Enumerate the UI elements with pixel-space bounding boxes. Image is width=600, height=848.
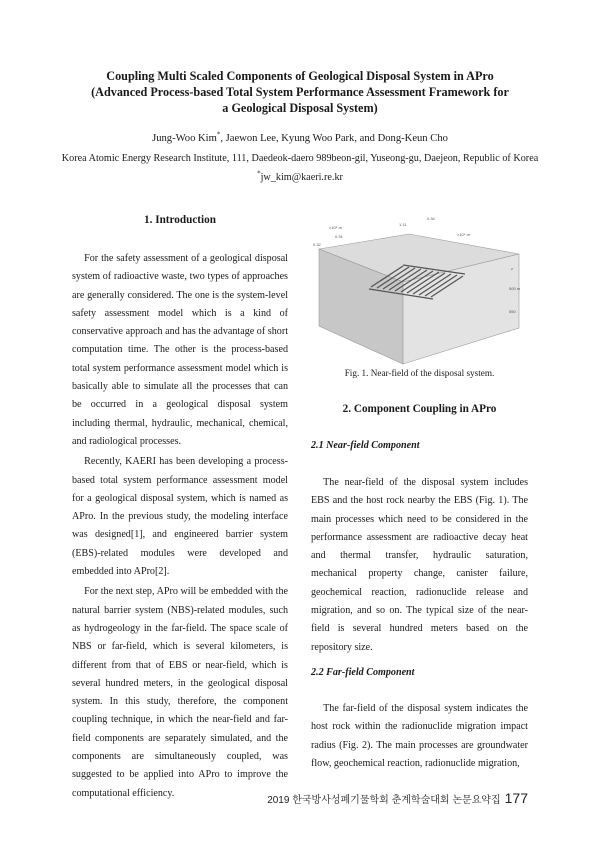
- page-number: 177: [504, 790, 528, 806]
- axis-z-label: 500 m: [509, 286, 521, 291]
- intro-paragraph-1: For the safety assessment of a geological disposal system of radioactive waste, two types of approaches are generally considered. The one is the system-level safety assessment model which is a kind of conservative approach and has the advantage of short computation time. The other is the process-based total system performance assessment model which is basically able to simulate all the processes that can be occurred in a geological disposal system including thermal, hydraulic, mechanical, chemical, and radiological processes.: [72, 253, 288, 447]
- introduction-body: [72, 250, 288, 803]
- section-heading-component-coupling: 2. Component Coupling in APro: [342, 403, 497, 415]
- axis-exp-left: ×10⁴ m: [329, 225, 342, 230]
- far-field-body: [311, 700, 528, 773]
- figure-1-caption: Fig. 1. Near-field of the disposal system.: [344, 368, 495, 378]
- affiliation: Korea Atomic Energy Research Institute, 111, Daedeok-daero 989beon-gil, Yuseong-gu, Daejeon, Republic of Korea: [61, 153, 539, 164]
- axis-tick-d: 0.34: [427, 216, 435, 221]
- axis-z-glyph: z: [511, 266, 513, 271]
- contact-email: [0, 169, 600, 183]
- page-footer: [267, 790, 528, 806]
- far-field-paragraph: The far-field of the disposal system indicates the host rock within the radionuclide migration impact radius (Fig. 2). The main processes are groundwater flow, geochemical reaction, radionuclide migration,: [311, 703, 528, 769]
- axis-tick-e: 1.11: [399, 222, 407, 227]
- corresponding-author: Jung-Woo Kim: [152, 133, 217, 144]
- paper-title: [70, 68, 530, 116]
- near-field-body: [311, 474, 528, 657]
- author-list: [0, 130, 600, 144]
- axis-z-tick: 550: [509, 309, 516, 314]
- near-field-figure: [311, 216, 528, 366]
- near-field-paragraph: The near-field of the disposal system includes EBS and the host rock nearby the EBS (Fig. 1). The main processes which need to be considered in the performance assessment are radioactive decay heat and thermal transfer, hydraulic saturation, mechanical property change, canister failure, geochemical reaction, radionuclide release and migration, and so on. The typical size of the near-field is several hundred meters based on the repository size.: [311, 477, 528, 653]
- corresponding-marker: *: [216, 130, 221, 139]
- title-line-3: a Geological Disposal System): [222, 101, 378, 115]
- axis-exp-right: ×10⁴ m: [457, 232, 470, 237]
- journal-name: 2019 한국방사성폐기물학회 춘계학술대회 논문요약집: [267, 795, 501, 806]
- intro-paragraph-3: For the next step, APro will be embedded with the natural barrier system (NBS)-related modules, such as hydrogeology in the far-field. The space scale of NBS or far-field, which is several kilometers, is different from that of EBS or near-field, which is several hundred meters, in the geological disposal system. In this study, therefore, the component coupling technique, in which the near-field and far-field components are separately simulated, and the components are simultaneously coupled, was suggested to be applied into APro to improve the computational efficiency.: [72, 586, 288, 799]
- axis-tick-a: 0.31: [335, 234, 343, 239]
- subsection-heading-near-field: 2.1 Near-field Component: [311, 440, 420, 451]
- axis-tick-b: 0.32: [313, 242, 321, 247]
- email-address: jw_kim@kaeri.re.kr: [260, 172, 343, 183]
- title-line-1: Coupling Multi Scaled Components of Geological Disposal System in APro: [106, 69, 494, 83]
- title-line-2: (Advanced Process-based Total System Performance Assessment Framework for: [91, 85, 509, 99]
- section-heading-introduction: 1. Introduction: [144, 214, 216, 226]
- subsection-heading-far-field: 2.2 Far-field Component: [311, 667, 415, 678]
- intro-paragraph-2: Recently, KAERI has been developing a process-based total system performance assessment model for a geological disposal system, which is named as APro. In the previous study, the modeling interface was designed[1], and engineered barrier system (EBS)-related modules were developed and embedded into APro[2].: [72, 456, 288, 578]
- email-marker: *: [257, 169, 261, 178]
- co-authors: , Jaewon Lee, Kyung Woo Park, and Dong-Keun Cho: [220, 133, 448, 144]
